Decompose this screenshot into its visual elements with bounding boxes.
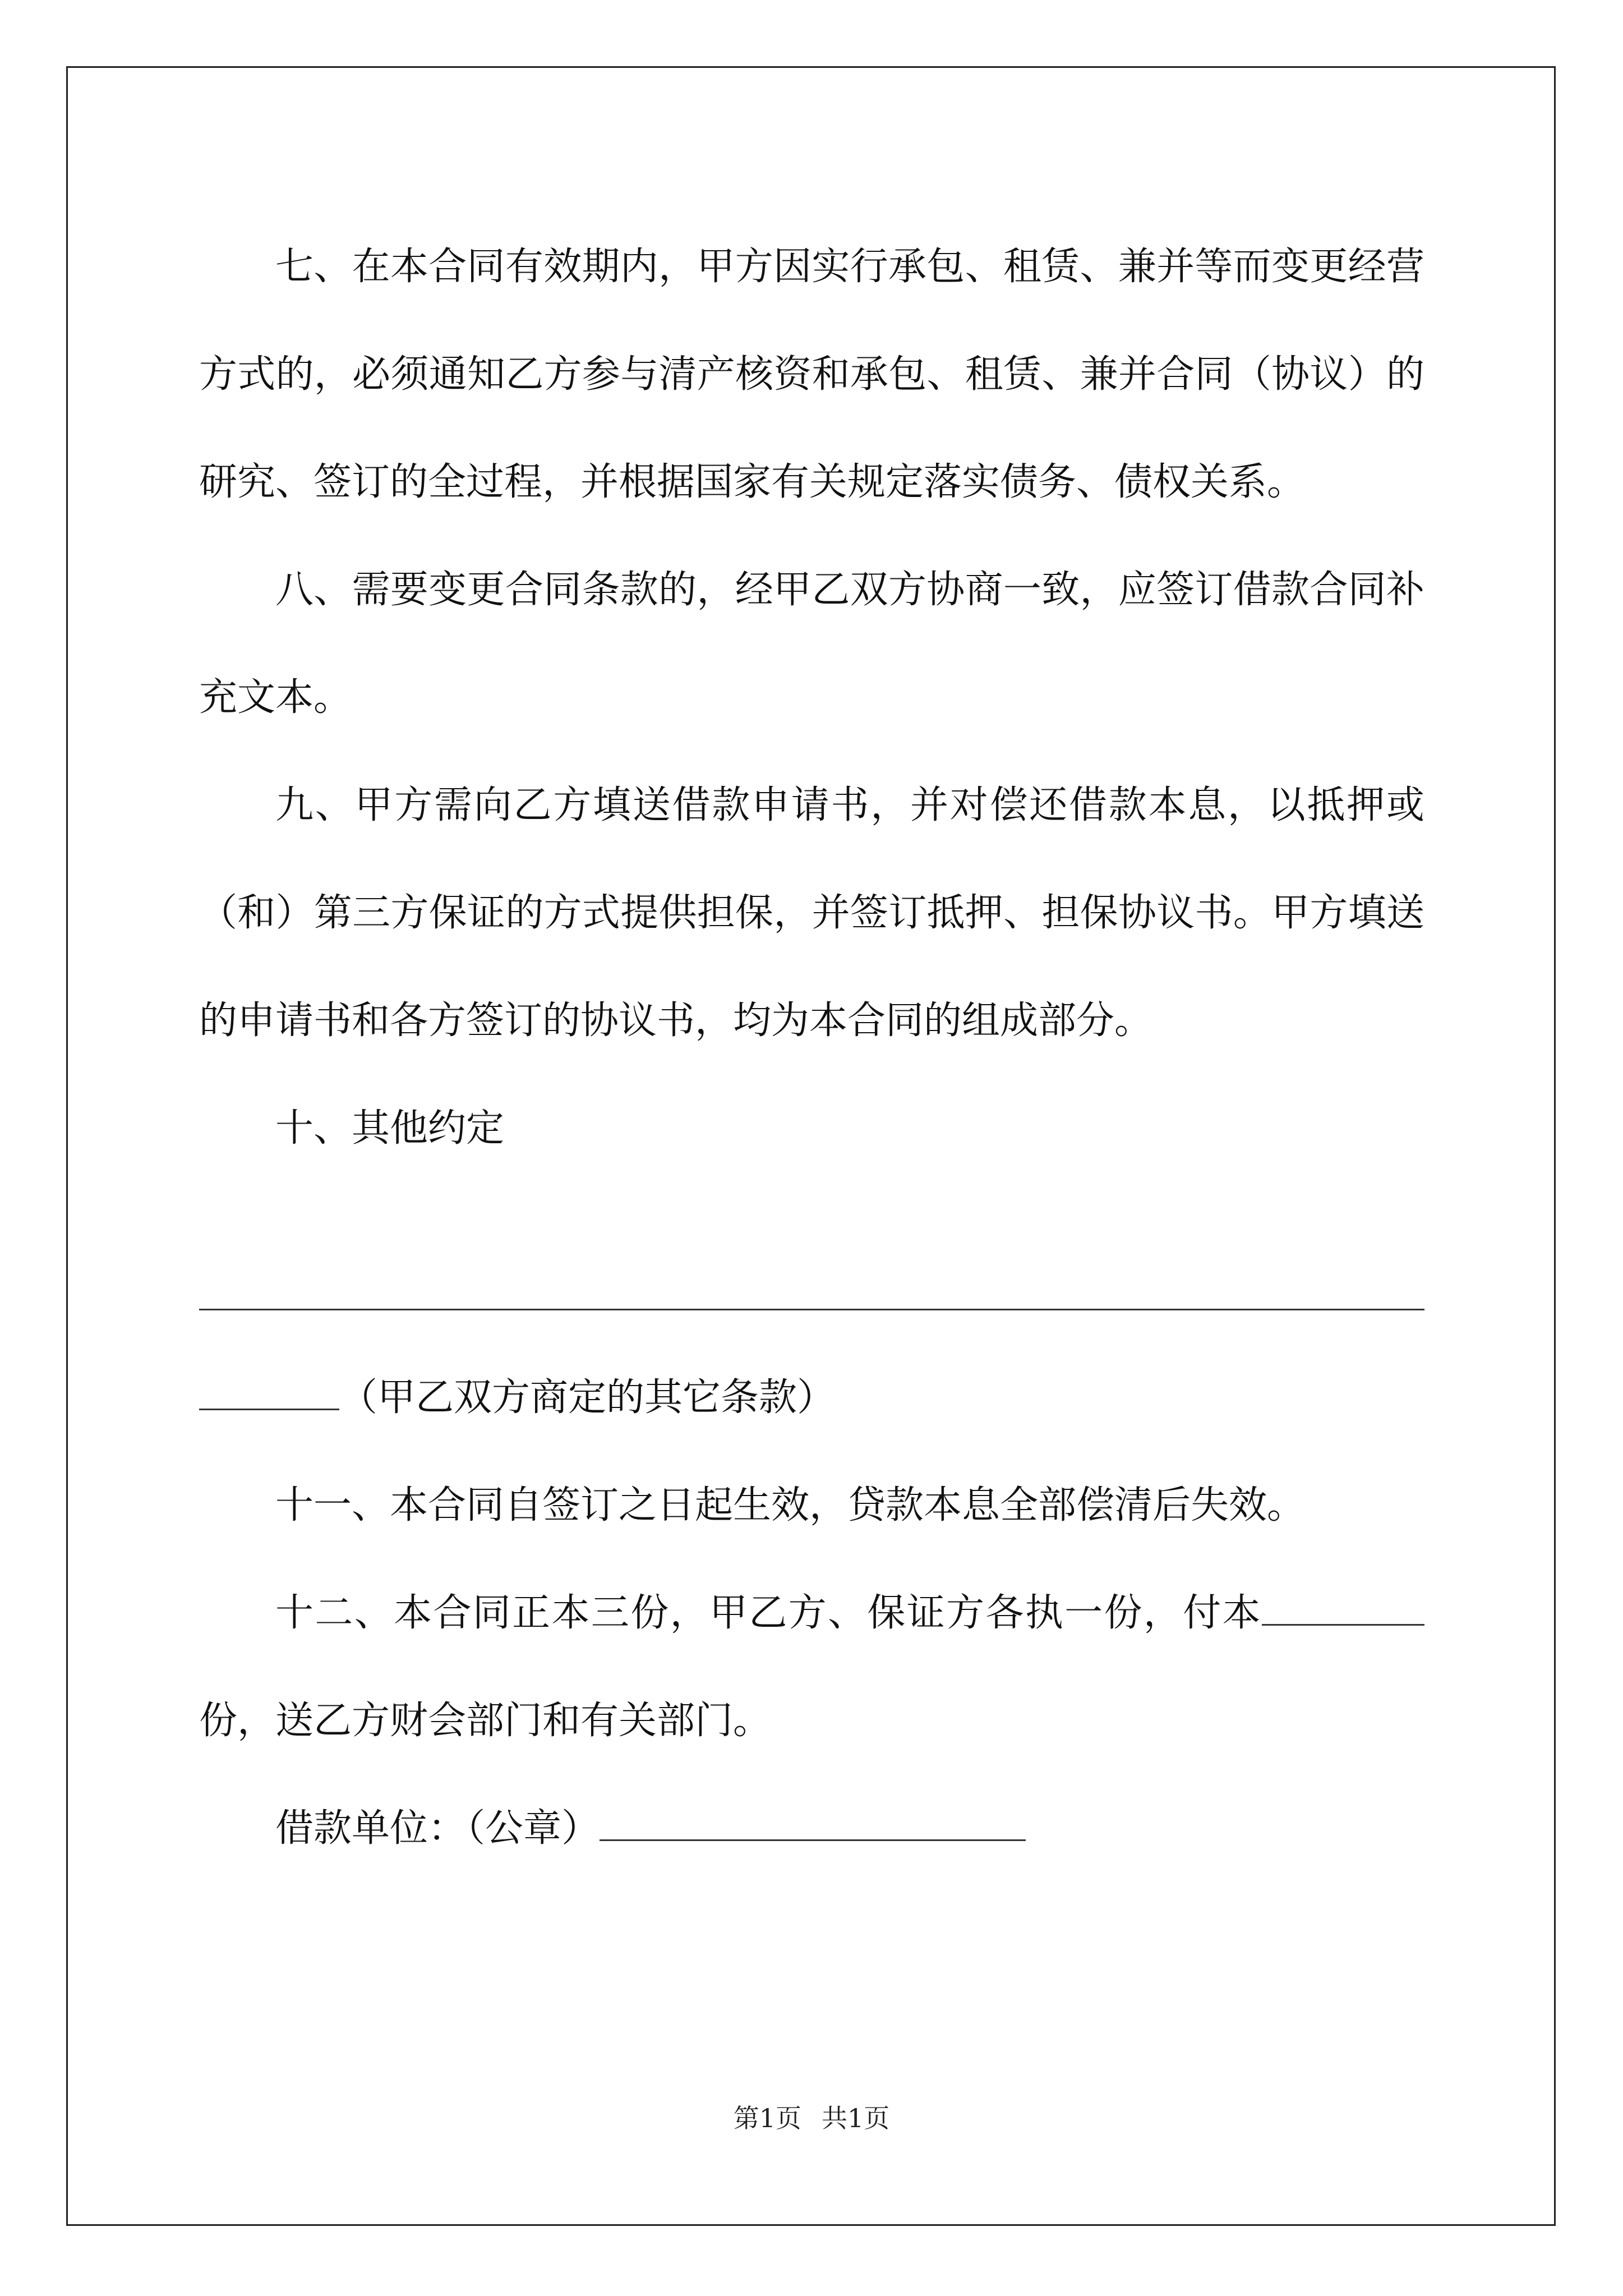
copies-blank[interactable] <box>1262 1590 1424 1626</box>
other-terms-blank[interactable] <box>199 1375 339 1410</box>
page-total: 共1页 <box>822 2103 890 2133</box>
clause-8: 八、需要变更合同条款的，经甲乙双方协商一致，应签订借款合同补充文本。 <box>199 568 1424 720</box>
other-terms-fill-line[interactable] <box>199 1236 1424 1344</box>
clause-11: 十一、本合同自签订之日起生效，贷款本息全部偿清后失效。 <box>275 1483 1306 1527</box>
page-footer <box>0 2098 1623 2135</box>
signature-blank[interactable] <box>600 1806 1026 1841</box>
clause-12 <box>199 1559 1424 1775</box>
document-body <box>199 213 1424 1883</box>
clause-9: 九、甲方需向乙方填送借款申请书，并对偿还借款本息，以抵押或（和）第三方保证的方式提供担保，并签订抵押、担保协议书。甲方填送的申请书和各方签订的协议书，均为本合同的组成部分。 <box>199 783 1424 1043</box>
other-terms-note-line <box>199 1344 1424 1452</box>
clause-10: 十、其他约定 <box>275 1106 505 1151</box>
other-terms-note: （甲乙双方商定的其它条款） <box>339 1375 836 1420</box>
blank-space <box>199 1182 1424 1236</box>
clause-12-part-b: 份，送乙方财会部门和有关部门。 <box>199 1699 772 1743</box>
signature-line <box>199 1775 1424 1883</box>
clause-12-part-a: 十二、本合同正本三份，甲乙方、保证方各执一份，付本 <box>275 1591 1262 1635</box>
signature-label: 借款单位：（公章） <box>275 1806 600 1851</box>
clause-7: 七、在本合同有效期内，甲方因实行承包、租赁、兼并等而变更经营方式的，必须通知乙方参与清产核资和承包、租赁、兼并合同（协议）的研究、签订的全过程，并根据国家有关规定落实债务、债权关系。 <box>199 245 1424 504</box>
page-number: 第1页 <box>733 2103 801 2133</box>
